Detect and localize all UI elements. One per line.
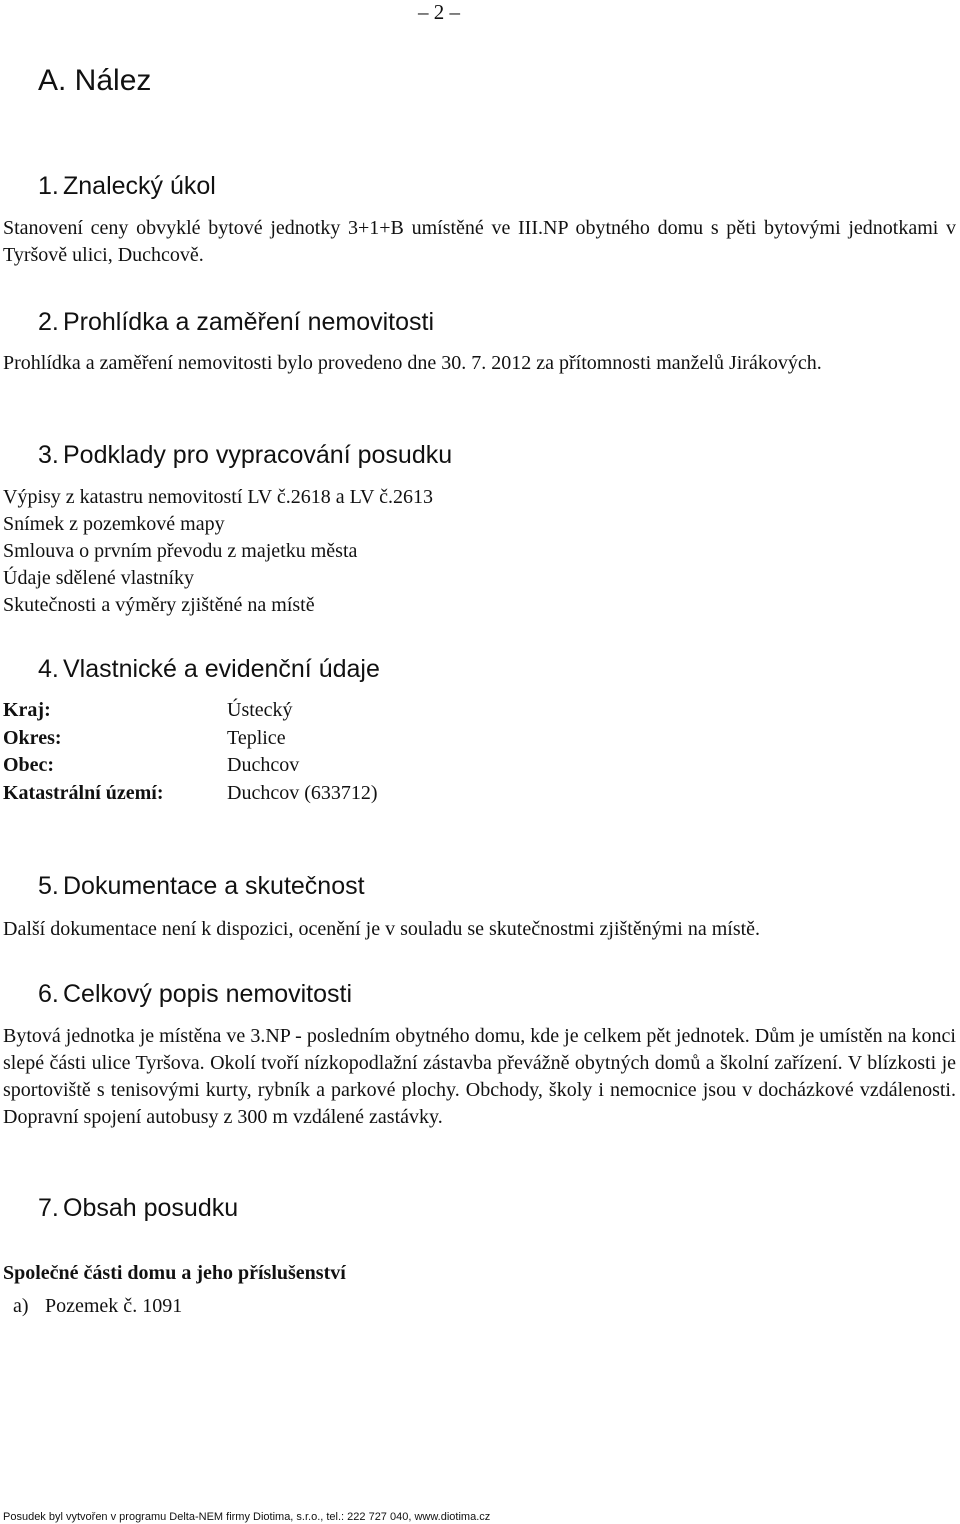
footer-note: Posudek byl vytvořen v programu Delta-NEM firmy Diotima, s.r.o., tel.: 222 727 040, www.diotima.cz xyxy=(3,1511,491,1523)
section-heading-contents xyxy=(38,1194,238,1223)
common-parts-heading: Společné části domu a jeho příslušenství xyxy=(3,1262,346,1284)
section-heading-task xyxy=(38,172,216,201)
main-heading: A. Nález xyxy=(38,64,152,97)
sources-list xyxy=(3,484,433,619)
list-marker: a) xyxy=(13,1295,29,1317)
registry-label: Okres: xyxy=(3,726,62,749)
section-heading-inspection xyxy=(38,308,434,337)
registry-label: Obec: xyxy=(3,754,55,776)
documentation-paragraph: Další dokumentace není k dispozici, ocenění je v souladu se skutečnostmi zjištěnými na místě. xyxy=(3,918,761,940)
source-item: Výpisy z katastru nemovitostí LV č.2618 a LV č.2613 xyxy=(3,486,433,508)
section-number: 2. xyxy=(38,308,59,336)
description-paragraph: Bytová jednotka je místěna ve 3.NP - posledním obytného domu, kde je celkem pět jednotek. Dům je umístěn na konci slepé části ulice Tyršova. Okolí tvoří nízkopodlažní zástavba převážně obytných domů a školní zařízení. V blízkosti je sportoviště s tenisovými kurty, rybník a parkové plochy. Obchody, školy i nemocnice jsou v docházkové vzdálenosti. Dopravní spojení autobusy z 300 m vzdálené zastávky. xyxy=(3,1025,956,1128)
inspection-paragraph: Prohlídka a zaměření nemovitosti bylo provedeno dne 30. 7. 2012 za přítomnosti manželů Jirákových. xyxy=(3,352,822,374)
registry-label: Katastrální území: xyxy=(3,781,164,804)
registry-row xyxy=(3,699,378,727)
list-item-text: Pozemek č. 1091 xyxy=(45,1295,183,1317)
registry-row xyxy=(3,782,378,810)
section-number: 7. xyxy=(38,1194,59,1222)
section-heading-documentation xyxy=(38,872,365,901)
section-heading-registry xyxy=(38,655,380,684)
section-number: 5. xyxy=(38,872,59,900)
section-number: 6. xyxy=(38,980,59,1008)
page-number: – 2 – xyxy=(418,0,460,24)
registry-label: Kraj: xyxy=(3,699,51,721)
section-title: Prohlídka a zaměření nemovitosti xyxy=(63,308,435,336)
section-number: 3. xyxy=(38,441,59,469)
registry-value: Ústecký xyxy=(227,699,293,721)
task-paragraph: Stanovení ceny obvyklé bytové jednotky 3+1+B umístěné ve III.NP obytného domu s pěti bytovými jednotkami v Tyršově ulici, Duchcově. xyxy=(3,217,956,266)
section-title: Podklady pro vypracování posudku xyxy=(63,441,453,469)
section-title: Vlastnické a evidenční údaje xyxy=(63,655,380,683)
section-title: Znalecký úkol xyxy=(63,172,216,200)
registry-value: Teplice xyxy=(227,726,286,749)
source-item: Snímek z pozemkové mapy xyxy=(3,513,225,535)
registry-value: Duchcov xyxy=(227,754,300,776)
registry-row xyxy=(3,754,378,782)
section-heading-description xyxy=(38,980,352,1009)
registry-row xyxy=(3,727,378,755)
source-item: Údaje sdělené vlastníky xyxy=(3,567,195,589)
section-heading-sources xyxy=(38,441,452,470)
registry-table xyxy=(3,699,378,809)
list-item xyxy=(13,1295,182,1318)
registry-value: Duchcov (633712) xyxy=(227,781,378,804)
source-item: Skutečnosti a výměry zjištěné na místě xyxy=(3,594,315,616)
section-title: Obsah posudku xyxy=(63,1194,239,1222)
section-title: Celkový popis nemovitosti xyxy=(63,980,353,1008)
section-title: Dokumentace a skutečnost xyxy=(63,872,365,900)
source-item: Smlouva o prvním převodu z majetku města xyxy=(3,540,358,562)
section-number: 1. xyxy=(38,172,59,200)
section-number: 4. xyxy=(38,655,59,683)
